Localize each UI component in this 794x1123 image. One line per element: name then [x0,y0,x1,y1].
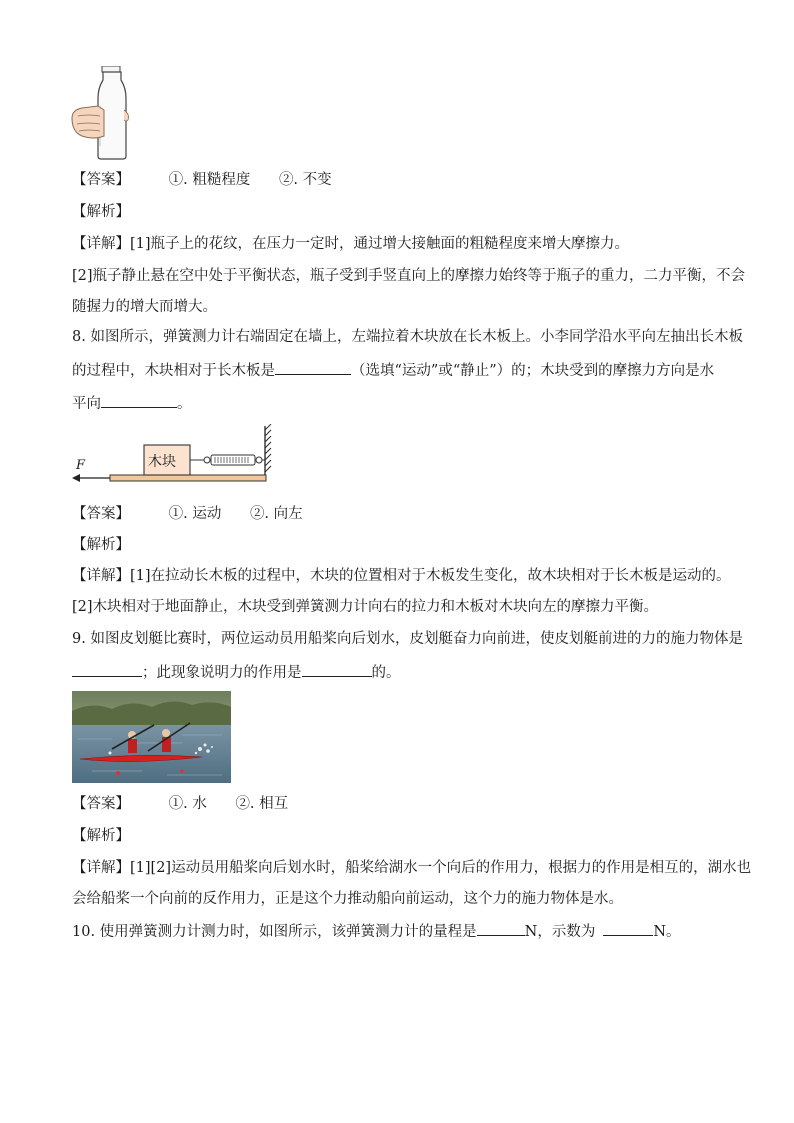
q8-blank-1[interactable] [275,359,351,375]
kayak-photo [72,691,231,783]
q10-text-c: N。 [653,924,681,940]
q8-text-d: 。 [177,396,192,412]
answer-tag: 【答案】 [72,172,130,188]
q7-answer-line [72,170,332,190]
answer-tag: 【答案】 [72,506,130,522]
q9-text-a: ；此现象说明力的作用是 [142,665,302,681]
q8-detail-1 [72,566,731,586]
q9-blank-2[interactable] [302,661,372,677]
q8-text-c: 平向 [72,396,101,412]
q9-question-line-2 [72,661,401,683]
q9-question-line-1: 9. 如图皮划艇比赛时，两位运动员用船桨向后划水，皮划艇奋力向前进，使皮划艇前进的力的施力物体是 [72,631,743,647]
answer-2-text: 不变 [302,172,332,188]
q8-answer-line [72,504,303,524]
q10-text-a: 10. 使用弹簧测力计测力时，如图所示，该弹簧测力计的量程是 [72,924,477,940]
q9-detail-line-1 [72,858,751,878]
force-label: F [76,458,86,473]
answer-2-number: ②. [278,172,299,188]
q9-blank-1[interactable] [72,661,142,677]
q8-analysis-tag: 【解析】 [72,537,130,553]
answer-tag: 【答案】 [72,796,130,812]
answer-2-number: ②. [249,506,270,522]
answer-2-number: ②. [235,796,255,812]
q8-question-line-3 [72,392,192,414]
q9-detail-line-2: 会给船桨一个向前的反作用力，正是这个力推动船向前运动，这个力的施力物体是水。 [72,891,623,907]
q10-blank-1[interactable] [477,920,525,936]
answer-1-text: 运动 [192,506,222,522]
q9-answer-line [72,794,288,814]
answer-1-number: ①. [168,796,188,812]
q9-text-b: 的。 [371,665,401,681]
detail-tag: 【详解】 [72,860,130,876]
answer-1-number: ①. [168,172,188,188]
q8-text-a: 的过程中，木块相对于长木板是 [72,363,275,379]
q7-detail-2-line-2: 随握力的增大而增大。 [72,299,217,315]
block-label: 木块 [148,454,176,470]
q8-question-line-1: 8. 如图所示，弹簧测力计右端固定在墙上，左端拉着木块放在长木板上。小李同学沿水平向左抽出长木板 [72,329,743,345]
q10-blank-2[interactable] [603,920,653,936]
q9-analysis-tag: 【解析】 [72,828,130,844]
q7-analysis-tag: 【解析】 [72,204,130,220]
bottle-figure [70,66,132,160]
detail-tag: 【详解】 [72,568,130,584]
answer-1-text: 水 [192,796,207,812]
q8-detail-2: [2]木块相对于地面静止，木块受到弹簧测力计向右的拉力和木板对木块向左的摩擦力平衡。 [72,599,659,615]
detail-text: [1][2]运动员用船桨向后划水时，船桨给湖水一个向后的作用力，根据力的作用是相互的，湖水也 [130,860,752,876]
q10-text-b: N，示数为 [524,924,596,940]
q8-blank-2[interactable] [101,392,177,408]
answer-2-text: 向左 [273,506,303,522]
q10-question-line-1 [72,920,681,942]
q7-detail-1 [72,234,629,254]
answer-1-number: ①. [168,506,188,522]
detail-text: [1]在拉动长木板的过程中，木块的位置相对于木板发生变化，故木块相对于长木板是运动的。 [130,568,731,584]
detail-tag: 【详解】 [72,236,130,252]
spring-scale-figure [70,424,280,488]
answer-1-text: 粗糙程度 [192,172,251,188]
q8-question-line-2 [72,359,714,381]
answer-2-text: 相互 [259,796,289,812]
q8-text-b: （选填“运动”或“静止”）的；木块受到的摩擦力方向是水 [351,363,715,379]
detail-text: [1]瓶子上的花纹，在压力一定时，通过增大接触面的粗糙程度来增大摩擦力。 [130,236,630,252]
q7-detail-2-line-1: [2]瓶子静止悬在空中处于平衡状态，瓶子受到手竖直向上的摩擦力始终等于瓶子的重力，二力平衡，不会 [72,268,746,284]
